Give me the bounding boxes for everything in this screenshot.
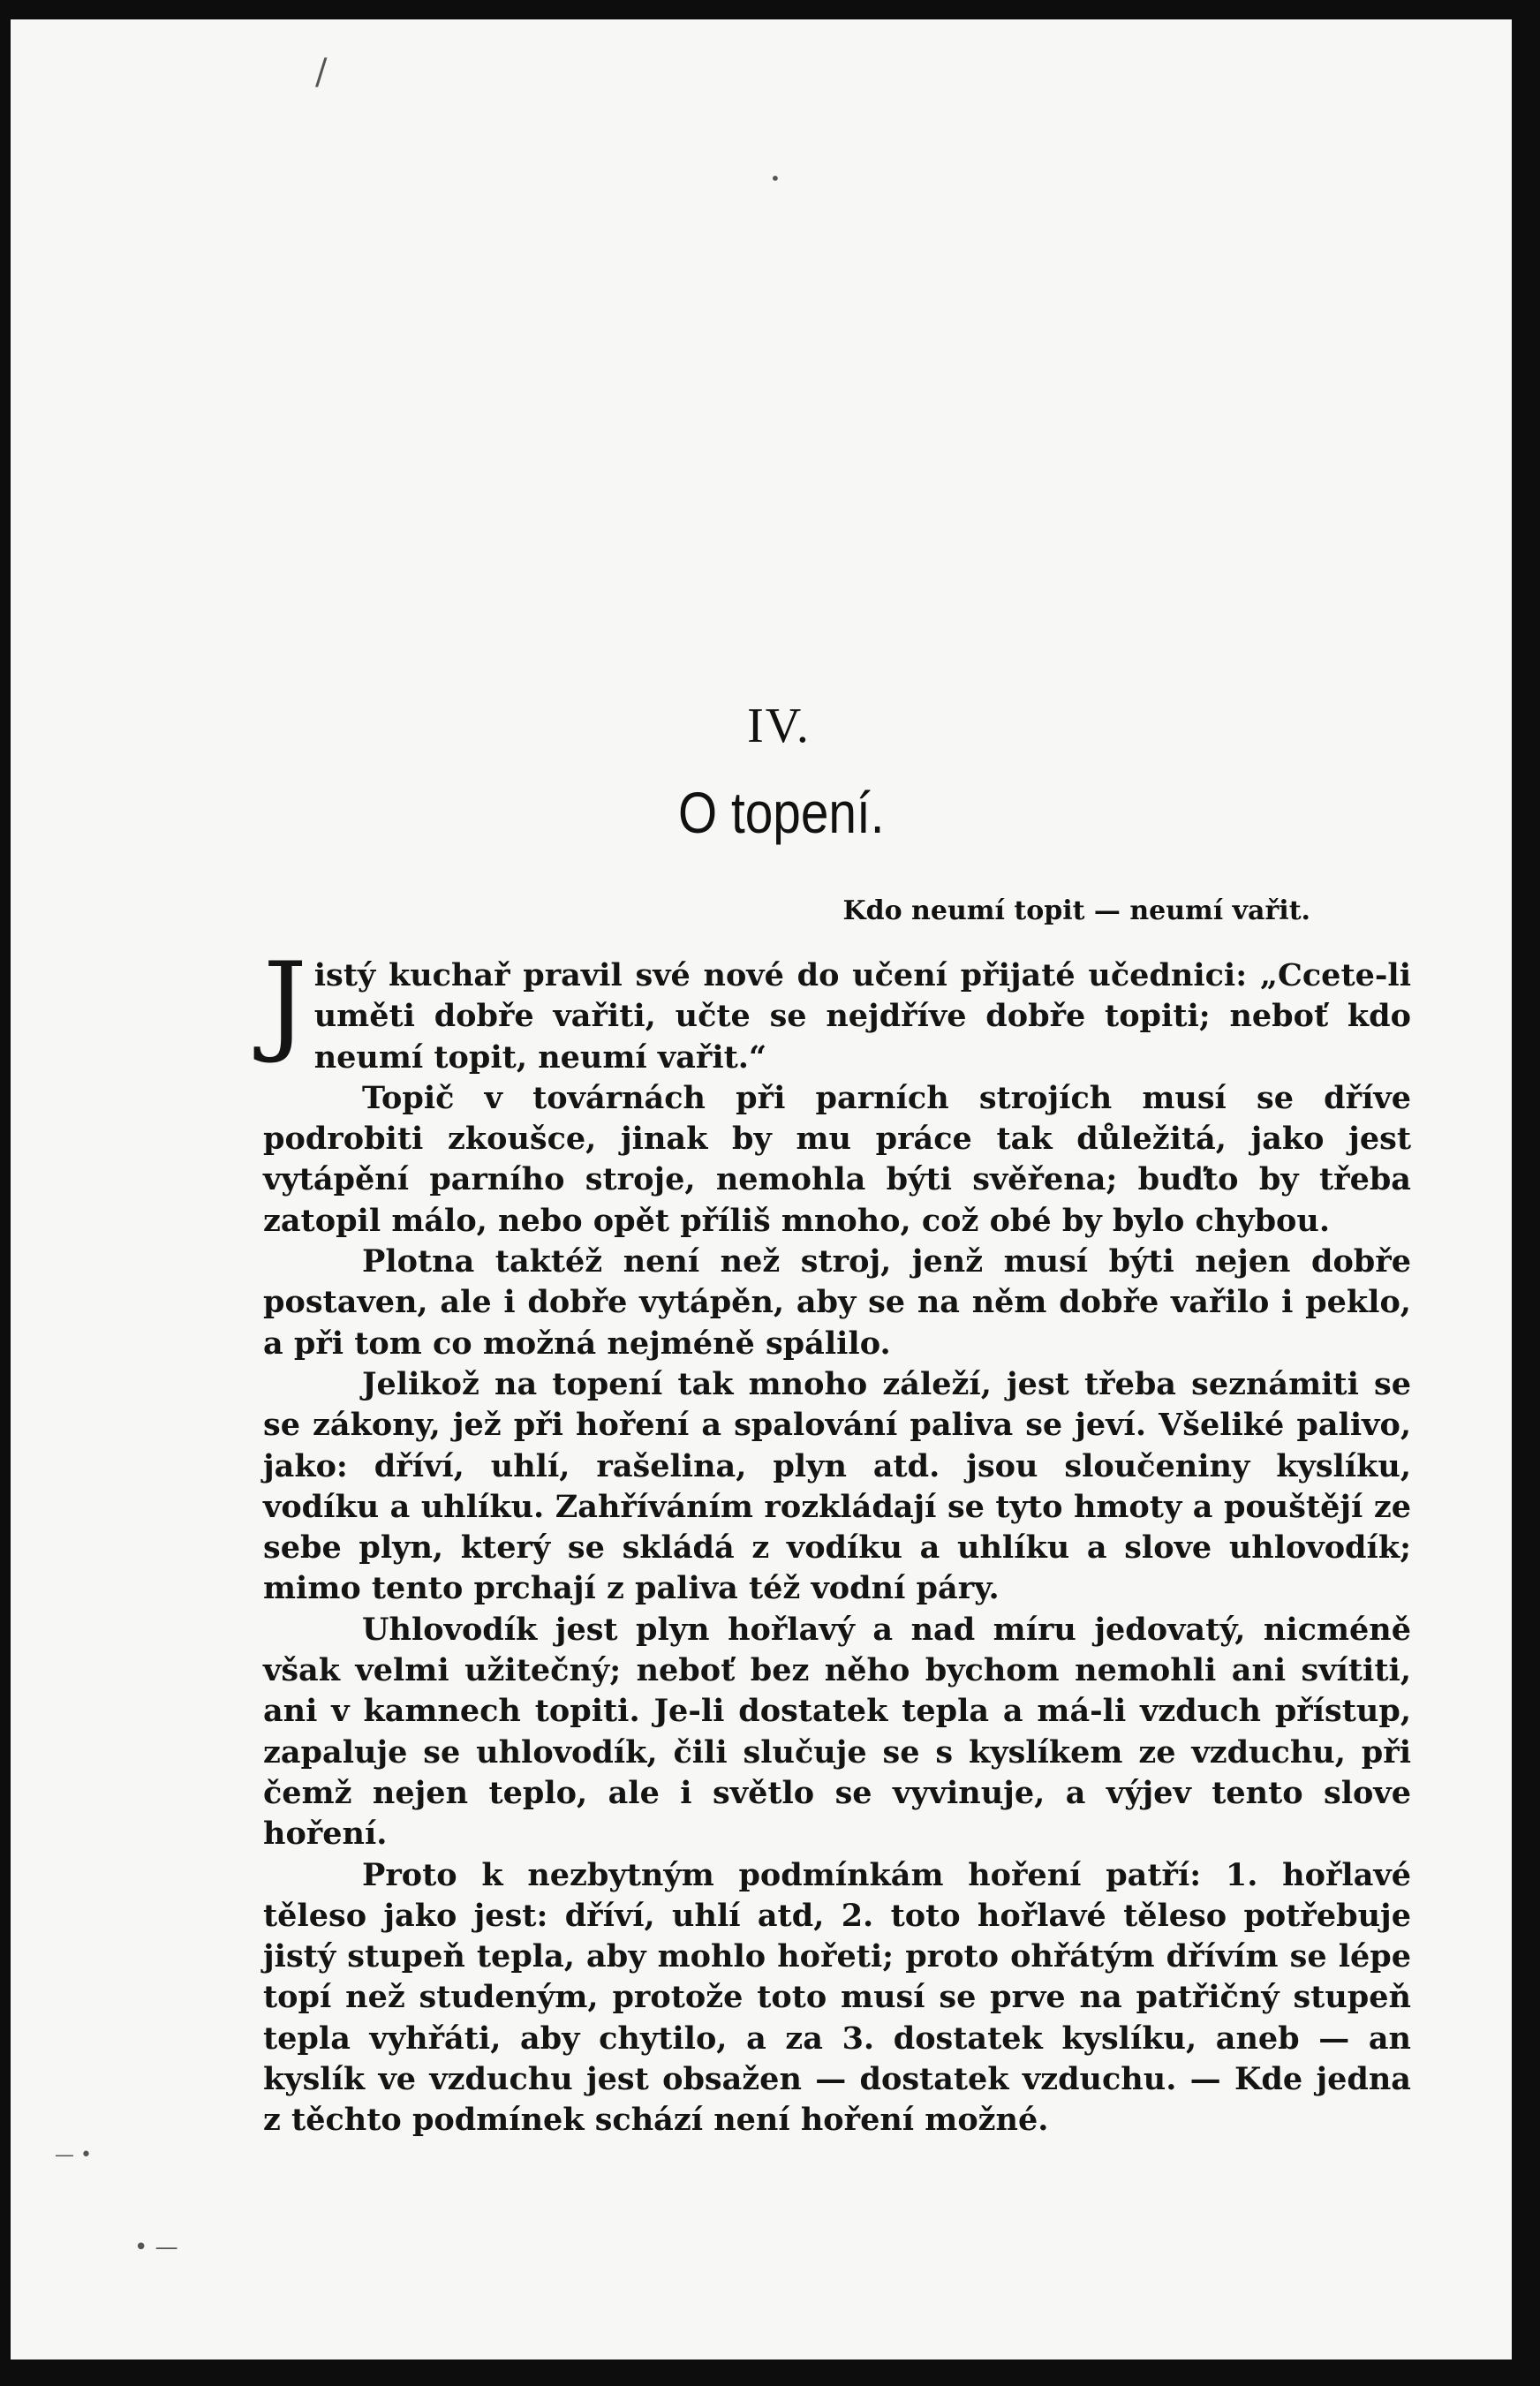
paragraph-1-text: istý kuchař pravil své nové do učení přijaté učednici: „Ccete-li uměti dobře vařiti, učte se nejdříve dobře topiti; neboť kdo neumí topit, neumí vařit.“: [313, 957, 1411, 1076]
paragraph-5: Uhlovodík jest plyn hořlavý a nad míru jedovatý, nicméně však velmi užitečný; neboť bez něho bychom nemohli ani svítiti, ani v kamnech topiti. Je-li dostatek tepla a má-li vzduch přístup, zapaluje se uhlovodík, čili slučuje se s kyslíkem ze vzduchu, při čemž nejen teplo, ale i světlo se vyvinuje, a výjev tento slove hoření.: [263, 1611, 1411, 1853]
drop-cap: J: [263, 940, 307, 1067]
paragraph-3: Plotna taktéž není než stroj, jenž musí býti nejen dobře postaven, ale i dobře vytápěn, aby se na něm dobře vařilo i peklo, a při tom co možná nejméně spálilo.: [263, 1243, 1411, 1362]
paragraph-6: Proto k nezbytným podmínkám hoření patří: 1. hořlavé těleso jako jest: dříví, uhlí atd, 2. toto hořlavé těleso potřebuje jistý stupeň tepla, aby mohlo hořeti; proto ohřátým dřívím se lépe topí než studeným, protože toto musí se prve na patřičný stupeň tepla vyhřáti, aby chytilo, a za 3. dostatek kyslíku, aneb — an kyslík ve vzduchu jest obsažen — dostatek vzduchu. — Kde jedna z těchto podmínek schází není hoření možné.: [263, 1856, 1411, 2139]
chapter-body: [263, 940, 1411, 2141]
paragraph-2: Topič v továrnách při parních strojích musí se dříve podrobiti zkoušce, jinak by mu práce tak důležitá, jako jest vytápění parního stroje, nemohla býti svěřena; buďto by třeba zatopil málo, nebo opět příliš mnoho, což obé by bylo chybou.: [263, 1079, 1411, 1239]
book-page: [11, 19, 1512, 2360]
chapter-number: IV.: [747, 698, 811, 753]
chapter-title: O topení.: [678, 780, 885, 845]
stray-mark: — •: [55, 2144, 92, 2166]
paragraph-4: Jelikož na topení tak mnoho záleží, jest třeba seznámiti se se zákony, jež při hoření a spalování paliva se jeví. Všeliké palivo, jako: dříví, uhlí, rašelina, plyn atd. jsou sloučeniny kyslíku, vodíku a uhlíku. Zahříváním rozkládají se tyto hmoty a pouštějí ze sebe plyn, který se skládá z vodíku a uhlíku a slove uhlovodík; mimo tento prchají z paliva též vodní páry.: [263, 1365, 1411, 1607]
stray-mark: •: [770, 168, 781, 189]
paragraph-1: [263, 940, 1411, 1078]
stray-mark: /: [315, 52, 328, 93]
chapter-motto: Kdo neumí topit — neumí vařit.: [842, 895, 1310, 926]
stray-mark: • —: [134, 2234, 178, 2261]
